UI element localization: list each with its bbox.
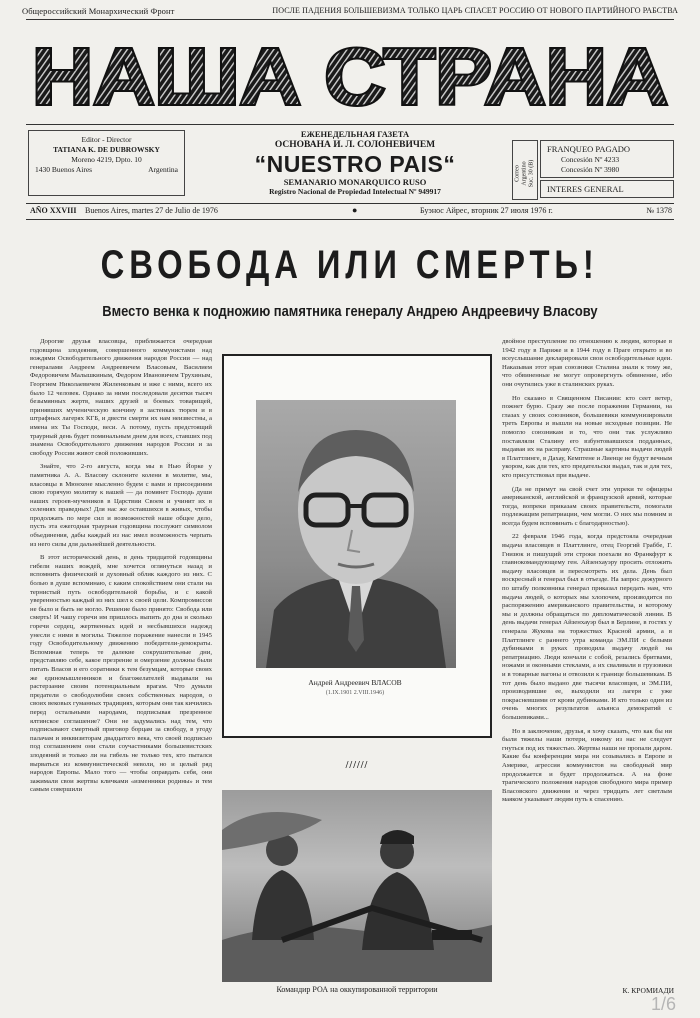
masthead-title: НАША СТРАНА — [32, 36, 668, 120]
front-name: Общероссийский Монархический Фронт — [22, 6, 175, 16]
date-spanish: Buenos Aires, martes 27 de Julio de 1976 — [85, 206, 218, 215]
article-left-column — [30, 338, 212, 998]
correo-box — [512, 140, 538, 200]
weekly-label: ЕЖЕНЕДЕЛЬНАЯ ГАЗЕТА — [300, 129, 410, 139]
interes-label: INTERES GENERAL — [547, 184, 624, 194]
soldiers-photo — [222, 790, 492, 982]
subheadline: Вместо венка к подножию памятника генералу Андрею Андреевичу Власову — [102, 303, 598, 320]
portrait-caption-dates: (1.IX.1901 2.VIII.1946) — [325, 690, 385, 696]
portrait-caption-name: Андрей Андреевич ВЛАСОВ — [308, 678, 402, 687]
header-motto: ПОСЛЕ ПАДЕНИЯ БОЛЬШЕВИЗМА ТОЛЬКО ЦАРЬ СПАСЕТ РОССИЮ ОТ НОВОГО ПАРТИЙНОГО РАБСТВА — [272, 6, 678, 15]
year-label: AÑO XXVIII — [30, 206, 77, 215]
correo-line-1: Correo — [514, 165, 521, 182]
correo-line-3: Suc. 30 (B) — [528, 159, 535, 188]
date-bullet: ● — [352, 205, 358, 215]
editor-label: Editor - Director — [81, 135, 132, 144]
masthead-rule — [26, 124, 674, 125]
date-russian: Буэнос Айрес, вторник 27 июля 1976 г. — [420, 206, 553, 215]
article-paragraph: 22 февраля 1946 года, когда предстояла очередная выдача власовцев в Платтлинге, отец Георгий Граббе, Г. Гнизюк и пишущий эти строки поехали во Франкфурт к главнокомандующему ген. Айзенхауэру просить отложить выдачу власовцев и пересмотреть их дела. День был воскресный и генерал был в отъезде. На запрос дежурного по штабу полковника генерал приказал передать нам, что выдача людей, о которых мы хлопочем, производится по распоряжению американского правительства, и которому мы и должны обращаться по дипломатической линии. В день выдачи генерал Айзенхауэр был в Берлине, в гостях у генерала Жукова на торжествах Красной армии, а в Платтлинге с раннего утра команда ЭМ.ПИ с белыми дубинками в руках проводила выдачу людей на репатриацию. Люди кончали с собой, резались бритвами, ножами и оконными стеклами, а их сваливали в грузовики и в товарные вагоны и отвозили к границе большевикам. В тот день было выдано две тысячи власовцев, и ЭМ.ПИ, производившие ее, выходили из лагеря с уже покрасневшими от крови дубинками. И кто только один из очень многих результатов альянса демократий с большевиками... — [502, 533, 672, 721]
editor-country: Argentina — [148, 165, 178, 174]
article-signature: К. КРОМИАДИ — [622, 986, 674, 995]
article-paragraph: Но в заключение, друзья, я хочу сказать, что как бы ни были тяжелы наши потери, никому из нас не следует гнуться под их тяжестью. Жертвы наши не пропали даром. Какие бы конференции мира ни созывались в Европе и Америке, агрессия коммунистов на свободный мир продолжается и будет продолжаться. А на фоне трагического положения народов свободного мира пример Власовского движения и через тридцать лет светлым маяком указывает людям путь к спасению. — [502, 727, 672, 804]
issue-number: № 1378 — [646, 206, 672, 215]
franqueo-label: FRANQUEO PAGADO — [547, 144, 631, 154]
article-paragraph: Дорогие друзья власовцы, приближается очередная годовщина злодеяния, совершенного коммунистами над вождями Освободительного движения народов России — над генералами Андреем Андреевичем Власовым, Василием Федоровичем Малышкиным, Федором Ивановичем Трухиным, Георгием Николаевичем Жиленковым и иже с ними, всего их было 12 человек. Однако за ними последовали десятки тысяч безымянных жертв, наших друзей и боевых товарищей, принявших мученическую кончину в застенках тюрем и в штрафных лагерях КГБ, и двести смерти их нам неизвестны, а имена их Ты Господи, веси. А потому, пусть предстоящий траурный день будет поминальным днем для всех, ставших под знамена Освободительного движения народов России и за свободу России живот свой положивших. — [30, 338, 212, 457]
page-counter: 1/6 — [650, 994, 676, 1014]
editor-box — [28, 130, 185, 196]
top-rule — [26, 19, 674, 20]
registro-label: Registro Nacional de Propiedad Intelectual Nº 949917 — [269, 187, 441, 196]
soldiers-figure — [222, 790, 492, 982]
date-rule-top — [26, 203, 674, 204]
photo-caption: Командир РОА на оккупированной территории — [276, 985, 438, 994]
article-paragraph: Знайте, что 2-го августа, когда мы в Нью Йорке у памятника А. А. Власову склоните колени в молитве, мы, власовцы в Мюнхене мысленно будем с вами и присоединим свою горячую молитву к вашей — да помянет Господь души наших героев-мучеников в Царствии Своем и учинит их в селениях праведных! Для нас же оставшихся в живых, чтобы продолжать по мере сил и возможностей наше общее дело, пусть эта ежегодная траурная годовщина послужит символом объединения, дабы каждый из нас имел возможность черпать из него силы для дальнейшей деятельности. — [30, 463, 212, 548]
divider-marks: ////// — [345, 760, 369, 771]
article-right-column — [502, 338, 672, 986]
franqueo-box — [540, 140, 674, 178]
masthead-logo — [26, 36, 674, 120]
founded-label: ОСНОВАНА И. Л. СОЛОНЕВИЧЕМ — [274, 140, 436, 150]
concesion-1: Concesión Nº 4233 — [561, 155, 620, 164]
spanish-title: “NUESTRO PAIS“ — [254, 151, 456, 177]
portrait-photo — [256, 400, 456, 668]
article-paragraph: (Да не примут на свой счет эти упреки те офицеры американской, английской и французской армий, которые тогда, вопреки приказам своих правительств, помогали подлежащим репатриации, чем могли. О них мы помним и всегда будем вспоминать с благодарностью). — [502, 485, 672, 527]
article-paragraph: Но сказано в Священном Писании: кто сеет ветер, пожнет бурю. Сразу же после поражения Германии, на глазах у своих союзников, большевики коммунизировали треть Европы и вышли на новые исходные позиции. Не помогло союзникам и то, что они так услужливо поставляли Сталину его взбунтовавшихся подданных, выдавая их на расправу. Страшные картины выдачи людей в Платтлинге, в Дахау, Кемптене и Лиенце не будут вечным укором, как для тех, кто предательски выдал, так и для тех, кто присутствовал при выдаче. — [502, 394, 672, 479]
portrait-frame — [222, 354, 492, 738]
portrait-figure — [256, 400, 456, 668]
headline: СВОБОДА ИЛИ СМЕРТЬ! — [100, 243, 600, 287]
date-rule-bottom — [26, 219, 674, 220]
interes-box — [540, 180, 674, 198]
concesion-2: Concesión Nº 3980 — [561, 165, 620, 174]
editor-city: 1430 Buenos Aires — [35, 165, 93, 174]
date-line — [30, 206, 672, 218]
semanario-label: SEMANARIO MONARQUICO RUSO — [283, 177, 427, 187]
title-block — [210, 129, 500, 197]
editor-address: Moreno 4219, Dpto. 10 — [71, 155, 142, 164]
article-paragraph: двойное преступление по отношению к людям, которые в 1942 году в Париже и в 1944 году в Праге открыто и во всеуслышание декларировали свои освободительные идеи. Наказывая этот нрав союзники Сталина знали к тому же, что обвиненные не могут опровергнуть обвинение, ибо они очутились уже в сталинских руках. — [502, 338, 672, 388]
article-paragraph: В этот исторический день, в день тридцатой годовщины гибели наших вождей, мне хочется оглянуться назад и вспомнить физический и духовный облик каждого из них. С болью в душе вспоминаю, с каким спокойствием они стали на тернистый путь освободительной борьбы, и с какой уверенностью каждый из них шел к своей цели. Компромиссов не было и быть не могло. Решение было принято: Свобода или смерть! И чашу горечи им пришлось выпить до дна и сколько горечи сердец, жертвенных идей и несбывшихся надежд унесли с ними в могилы. Тяжелое поражение нанесли в 1945 году Освободительному движению победители-демократы. Вспоминая теперь те далекие сокрушительные дни, представляю себе, какое презрение и омерзение должны были питать Власов и его соратники к тем безумцам, которые своих же единомышленников и благожелателей выдавали на растерзание своим потенциальным врагам. Что думали предатели о свободолюбии своих собственных народов, о своих вековых гуманных традициях, которым они так кичились перед остальными народами, подписывая презренное ялтинское соглашение? Они не задумались над тем, что подписывают смертный приговор борцам за свободу, в угоду палачам и инквизиторам двадцатого века, что своей подписью под соглашением они стали соучастниками большевистских злодеяний и только ли на гибель не только тех, кто пытался вырваться из коммунистической неволи, но и целый ряд народов Европы. Мало того — чтобы оправдать себя, они зажимали свои жертвы кличками «изменники родины» и тем самым совершили — [30, 554, 212, 794]
editor-name: TATIANA K. DE DUBROWSKY — [53, 145, 160, 154]
correo-line-2: Argentino — [521, 161, 528, 186]
